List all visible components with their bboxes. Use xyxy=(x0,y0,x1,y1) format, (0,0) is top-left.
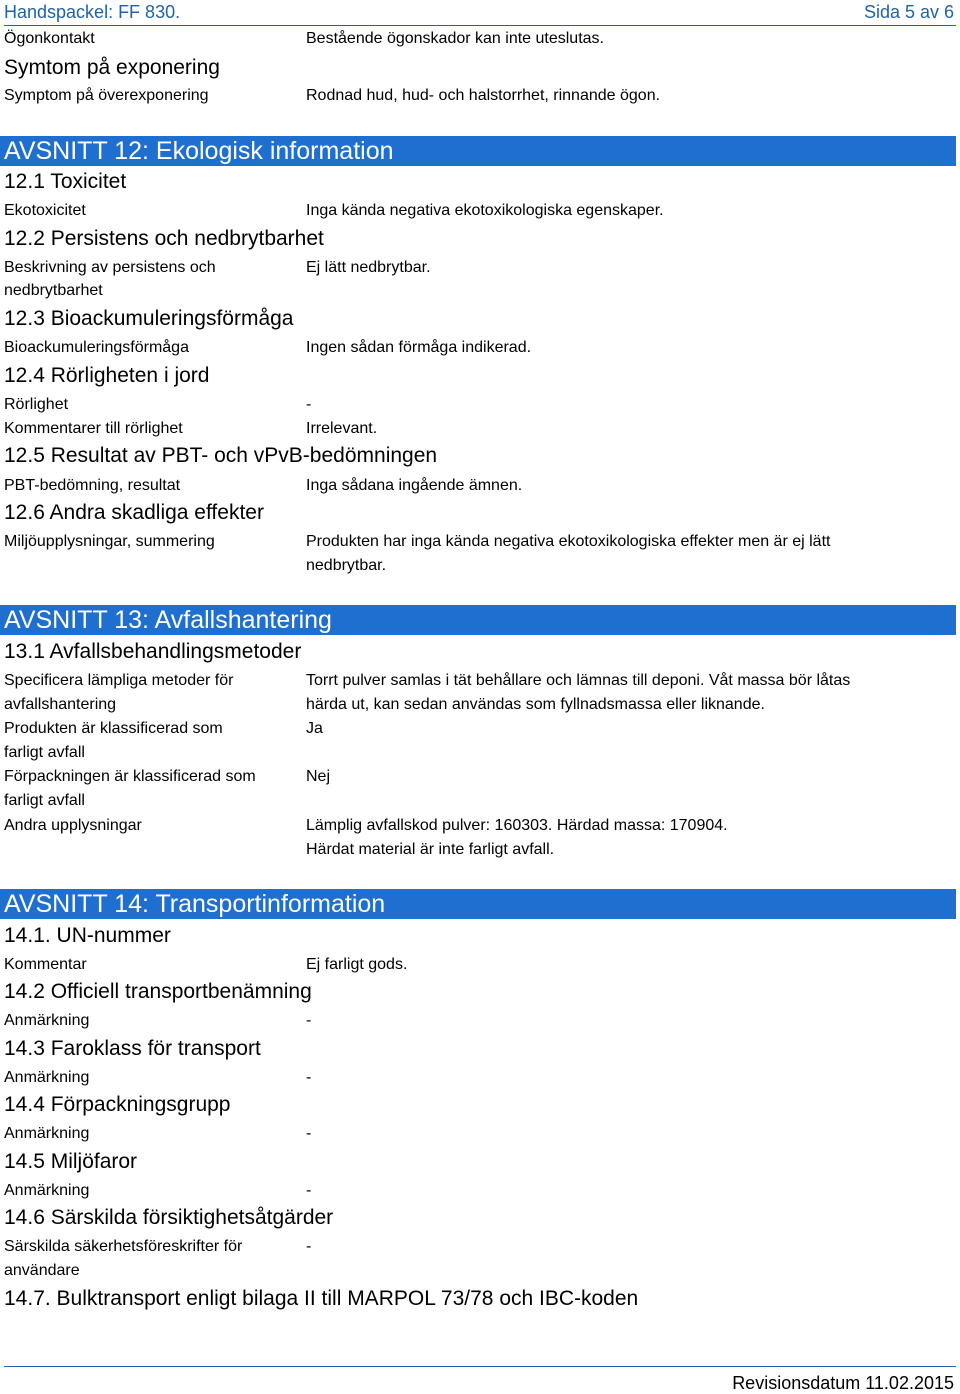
subsection-12-4: 12.4 Rörligheten i jord xyxy=(4,364,210,387)
subsection-14-6: 14.6 Särskilda försiktighetsåtgärder xyxy=(4,1206,334,1229)
waste-method-label-line2: avfallshantering xyxy=(4,696,117,713)
ecotoxicity-label: Ekotoxicitet xyxy=(4,202,86,219)
mobility-comment-value: Irrelevant. xyxy=(306,420,378,437)
header-divider xyxy=(4,25,956,26)
packaging-hazardous-label-line2: farligt avfall xyxy=(4,792,85,809)
subsection-12-6: 12.6 Andra skadliga effekter xyxy=(4,501,264,524)
note-14-2-value: - xyxy=(306,1012,312,1029)
subsection-12-2: 12.2 Persistens och nedbrytbarhet xyxy=(4,227,324,250)
packaging-hazardous-value: Nej xyxy=(306,768,331,785)
subsection-14-4: 14.4 Förpackningsgrupp xyxy=(4,1093,231,1116)
waste-method-value: Torrt pulver samlas i tät behållare och lämnas till deponi. Våt massa bör låtas xyxy=(306,672,851,689)
overexposure-label: Symptom på överexponering xyxy=(4,87,209,104)
revision-date: Revisionsdatum 11.02.2015 xyxy=(732,1373,954,1393)
environment-value-line2: nedbrytbar. xyxy=(306,557,387,574)
other-info-label: Andra upplysningar xyxy=(4,817,142,834)
note-14-4-label: Anmärkning xyxy=(4,1125,90,1142)
mobility-label: Rörlighet xyxy=(4,396,69,413)
persistence-value: Ej lätt nedbrytbar. xyxy=(306,259,431,276)
ecotoxicity-value: Inga kända negativa ekotoxikologiska egenskaper. xyxy=(306,202,664,219)
note-14-4-value: - xyxy=(306,1125,312,1142)
bioaccumulation-value: Ingen sådan förmåga indikerad. xyxy=(306,339,532,356)
subsection-12-3: 12.3 Bioackumuleringsförmåga xyxy=(4,307,294,330)
special-precautions-value: - xyxy=(306,1238,312,1255)
note-14-2-label: Anmärkning xyxy=(4,1012,90,1029)
section-14-title: AVSNITT 14: Transportinformation xyxy=(0,889,956,919)
waste-method-label: Specificera lämpliga metoder för xyxy=(4,672,234,689)
section-12-title: AVSNITT 12: Ekologisk information xyxy=(0,136,956,166)
subsection-12-1: 12.1 Toxicitet xyxy=(4,170,127,193)
pbt-label: PBT-bedömning, resultat xyxy=(4,477,181,494)
subsection-14-2: 14.2 Officiell transportbenämning xyxy=(4,980,312,1003)
special-precautions-label-line2: användare xyxy=(4,1262,80,1279)
mobility-comment-label: Kommentarer till rörlighet xyxy=(4,420,183,437)
eye-contact-label: Ögonkontakt xyxy=(4,30,95,47)
special-precautions-label: Särskilda säkerhetsföreskrifter för xyxy=(4,1238,243,1255)
section-13-title: AVSNITT 13: Avfallshantering xyxy=(0,605,956,635)
bioaccumulation-label: Bioackumuleringsförmåga xyxy=(4,339,189,356)
document-title: Handspackel: FF 830. xyxy=(4,2,181,22)
environment-value: Produkten har inga kända negativa ekotoxikologiska effekter men är ej lätt xyxy=(306,533,831,550)
product-hazardous-value: Ja xyxy=(306,720,323,737)
un-comment-label: Kommentar xyxy=(4,956,87,973)
eye-contact-value: Bestående ögonskador kan inte uteslutas. xyxy=(306,30,604,47)
subsection-13-1: 13.1 Avfallsbehandlingsmetoder xyxy=(4,640,302,663)
subsection-14-3: 14.3 Faroklass för transport xyxy=(4,1037,261,1060)
page-number: Sida 5 av 6 xyxy=(863,2,954,22)
note-14-5-value: - xyxy=(306,1182,312,1199)
persistence-label: Beskrivning av persistens och xyxy=(4,259,216,276)
subsection-14-7: 14.7. Bulktransport enligt bilaga II till MARPOL 73/78 och IBC-koden xyxy=(4,1287,639,1310)
product-hazardous-label-line2: farligt avfall xyxy=(4,744,85,761)
packaging-hazardous-label: Förpackningen är klassificerad som xyxy=(4,768,256,785)
footer-divider xyxy=(4,1366,956,1367)
subsection-14-5: 14.5 Miljöfaror xyxy=(4,1150,138,1173)
subsection-12-5: 12.5 Resultat av PBT- och vPvB-bedömningen xyxy=(4,444,438,467)
note-14-5-label: Anmärkning xyxy=(4,1182,90,1199)
symptom-heading: Symtom på exponering xyxy=(4,56,220,79)
other-info-value-line2: Härdat material är inte farligt avfall. xyxy=(306,841,555,858)
waste-method-value-line2: härda ut, kan sedan användas som fyllnadsmassa eller liknande. xyxy=(306,696,765,713)
overexposure-value: Rodnad hud, hud- och halstorrhet, rinnande ögon. xyxy=(306,87,661,104)
persistence-label-line2: nedbrytbarhet xyxy=(4,282,103,299)
note-14-3-value: - xyxy=(306,1069,312,1086)
other-info-value: Lämplig avfallskod pulver: 160303. Härdad massa: 170904. xyxy=(306,817,728,834)
note-14-3-label: Anmärkning xyxy=(4,1069,90,1086)
subsection-14-1: 14.1. UN-nummer xyxy=(4,924,171,947)
environment-label: Miljöupplysningar, summering xyxy=(4,533,215,550)
un-comment-value: Ej farligt gods. xyxy=(306,956,408,973)
product-hazardous-label: Produkten är klassificerad som xyxy=(4,720,223,737)
pbt-value: Inga sådana ingående ämnen. xyxy=(306,477,523,494)
mobility-value: - xyxy=(306,396,312,413)
